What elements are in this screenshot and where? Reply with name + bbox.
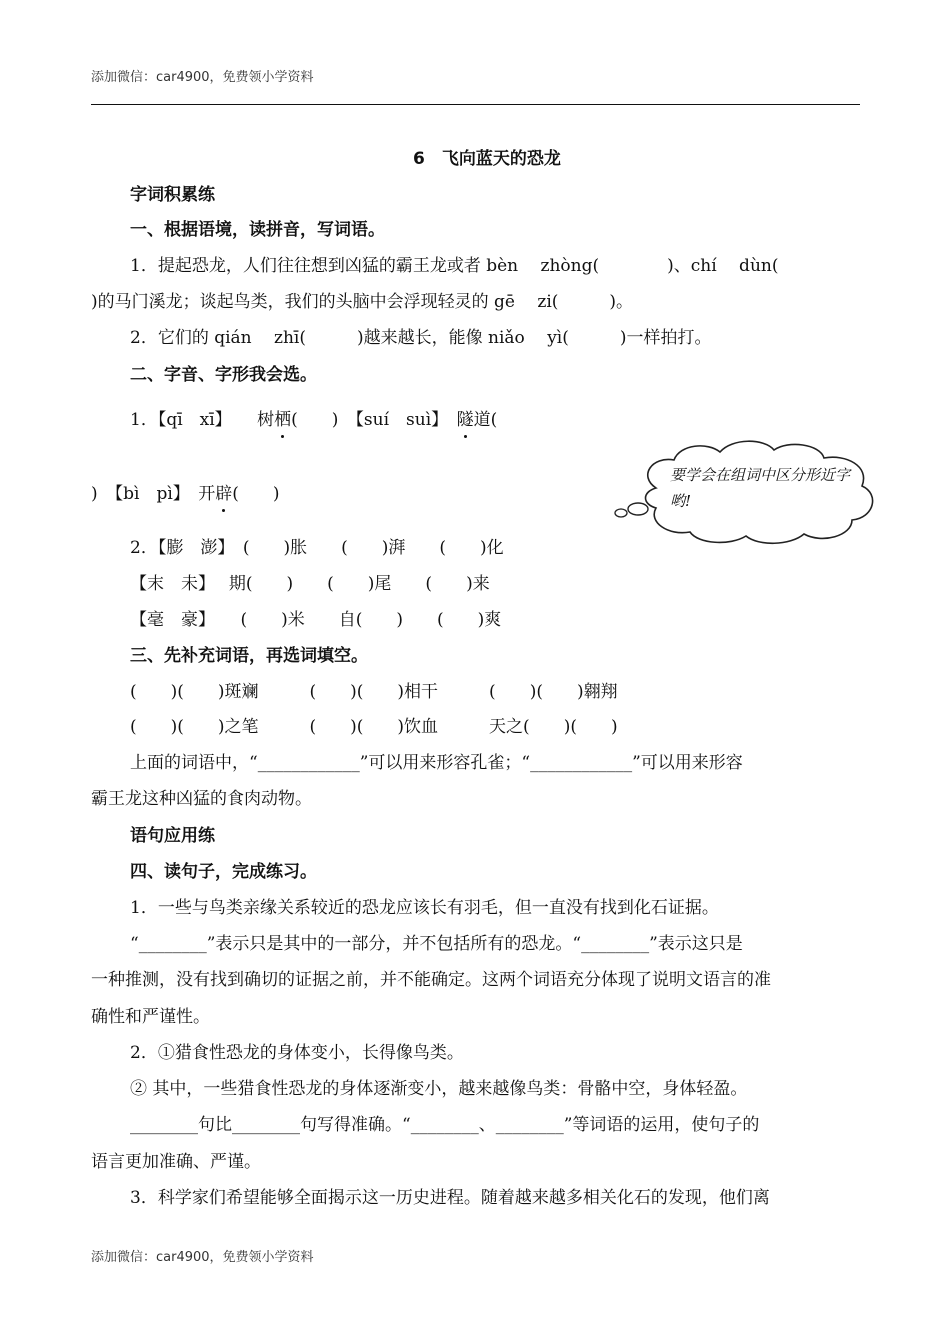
q4-para-2: “________”表示只是其中的一部分，并不包括所有的恐龙。“________”表示这只是: [130, 934, 743, 954]
section-heading-sentences: 语句应用练: [130, 826, 215, 846]
q2-row-1: [130, 409, 497, 431]
q4-para-4: 确性和严谨性。: [91, 1007, 210, 1027]
header-rule: [91, 104, 860, 105]
q1-line-1: 1．提起恐龙，人们往往想到凶猛的霸王龙或者 bèn zhòng( )、chí dùn(: [130, 256, 779, 276]
q2-row2-part-b: ( ): [232, 484, 280, 504]
q4-heading: 四、读句子，完成练习。: [130, 862, 317, 882]
q4-para-5: 2．①猎食性恐龙的身体变小，长得像鸟类。: [130, 1043, 464, 1063]
bubble-tip: 要学会在组词中区分形近字哟!: [670, 466, 851, 510]
q2-heading: 二、字音、字形我会选。: [130, 365, 317, 385]
q2-row-4: 【末 未】 期( ) ( )尾 ( )来: [130, 574, 490, 594]
dotted-char-pi: 辟: [215, 484, 233, 504]
q4-para-6: ② 其中，一些猎食性恐龙的身体逐渐变小，越来越像鸟类：骨骼中空，身体轻盈。: [130, 1079, 748, 1099]
q2-row-2: [91, 483, 280, 505]
page-title: 6 飞向蓝天的恐龙: [413, 149, 561, 169]
q3-row-2: ( )( )之笔 ( )( )饮血 天之( )( ): [130, 717, 618, 737]
q2-row1-part-c: 道(: [473, 410, 498, 430]
q1-line-2: )的马门溪龙；谈起鸟类，我们的头脑中会浮现轻灵的 gē zi( )。: [91, 292, 634, 312]
q3-line-2: 霸王龙这种凶猛的食肉动物。: [91, 789, 312, 809]
q4-para-1: 1．一些与鸟类亲缘关系较近的恐龙应该长有羽毛，但一直没有找到化石证据。: [130, 898, 719, 918]
q3-line-1: 上面的词语中，“____________”可以用来形容孔雀；“____________”可以用来形容: [130, 753, 743, 773]
q4-para-3: 一种推测，没有找到确切的证据之前，并不能确定。这两个词语充分体现了说明文语言的准: [91, 970, 771, 990]
q4-para-8: 语言更加准确、严谨。: [91, 1152, 261, 1172]
dotted-char-sui: 隧: [456, 410, 474, 430]
page-footer: 添加微信：car4900，免费领小学资料: [91, 1250, 314, 1265]
section-heading-vocabulary: 字词积累练: [130, 185, 215, 205]
q2-row1-part-a: 1．【qī xī】 树: [130, 410, 275, 430]
q2-row2-part-a: ) 【bì pì】 开: [91, 484, 216, 504]
q2-row1-part-b: ( ) 【suí suì】: [291, 410, 457, 430]
q3-row-1: ( )( )斑斓 ( )( )相干 ( )( )翱翔: [130, 682, 618, 702]
q3-heading: 三、先补充词语，再选词填空。: [130, 646, 368, 666]
q2-row-5: 【毫 豪】 ( )米 自( ) ( )爽: [130, 610, 502, 630]
q4-para-9: 3．科学家们希望能够全面揭示这一历史进程。随着越来越多相关化石的发现，他们离: [130, 1188, 770, 1208]
q1-heading: 一、根据语境，读拼音，写词语。: [130, 220, 385, 240]
q1-line-3: 2．它们的 qián zhī( )越来越长，能像 niǎo yì( )一样拍打。: [130, 328, 712, 348]
page-header: 添加微信：car4900，免费领小学资料: [91, 70, 314, 85]
q2-row-3: 2．【膨 澎】 ( )胀 ( )湃 ( )化: [130, 538, 504, 558]
q4-para-7: ________句比________句写得准确。“________、________”等词语的运用，使句子的: [130, 1115, 760, 1135]
dotted-char-qi: 栖: [274, 410, 292, 430]
